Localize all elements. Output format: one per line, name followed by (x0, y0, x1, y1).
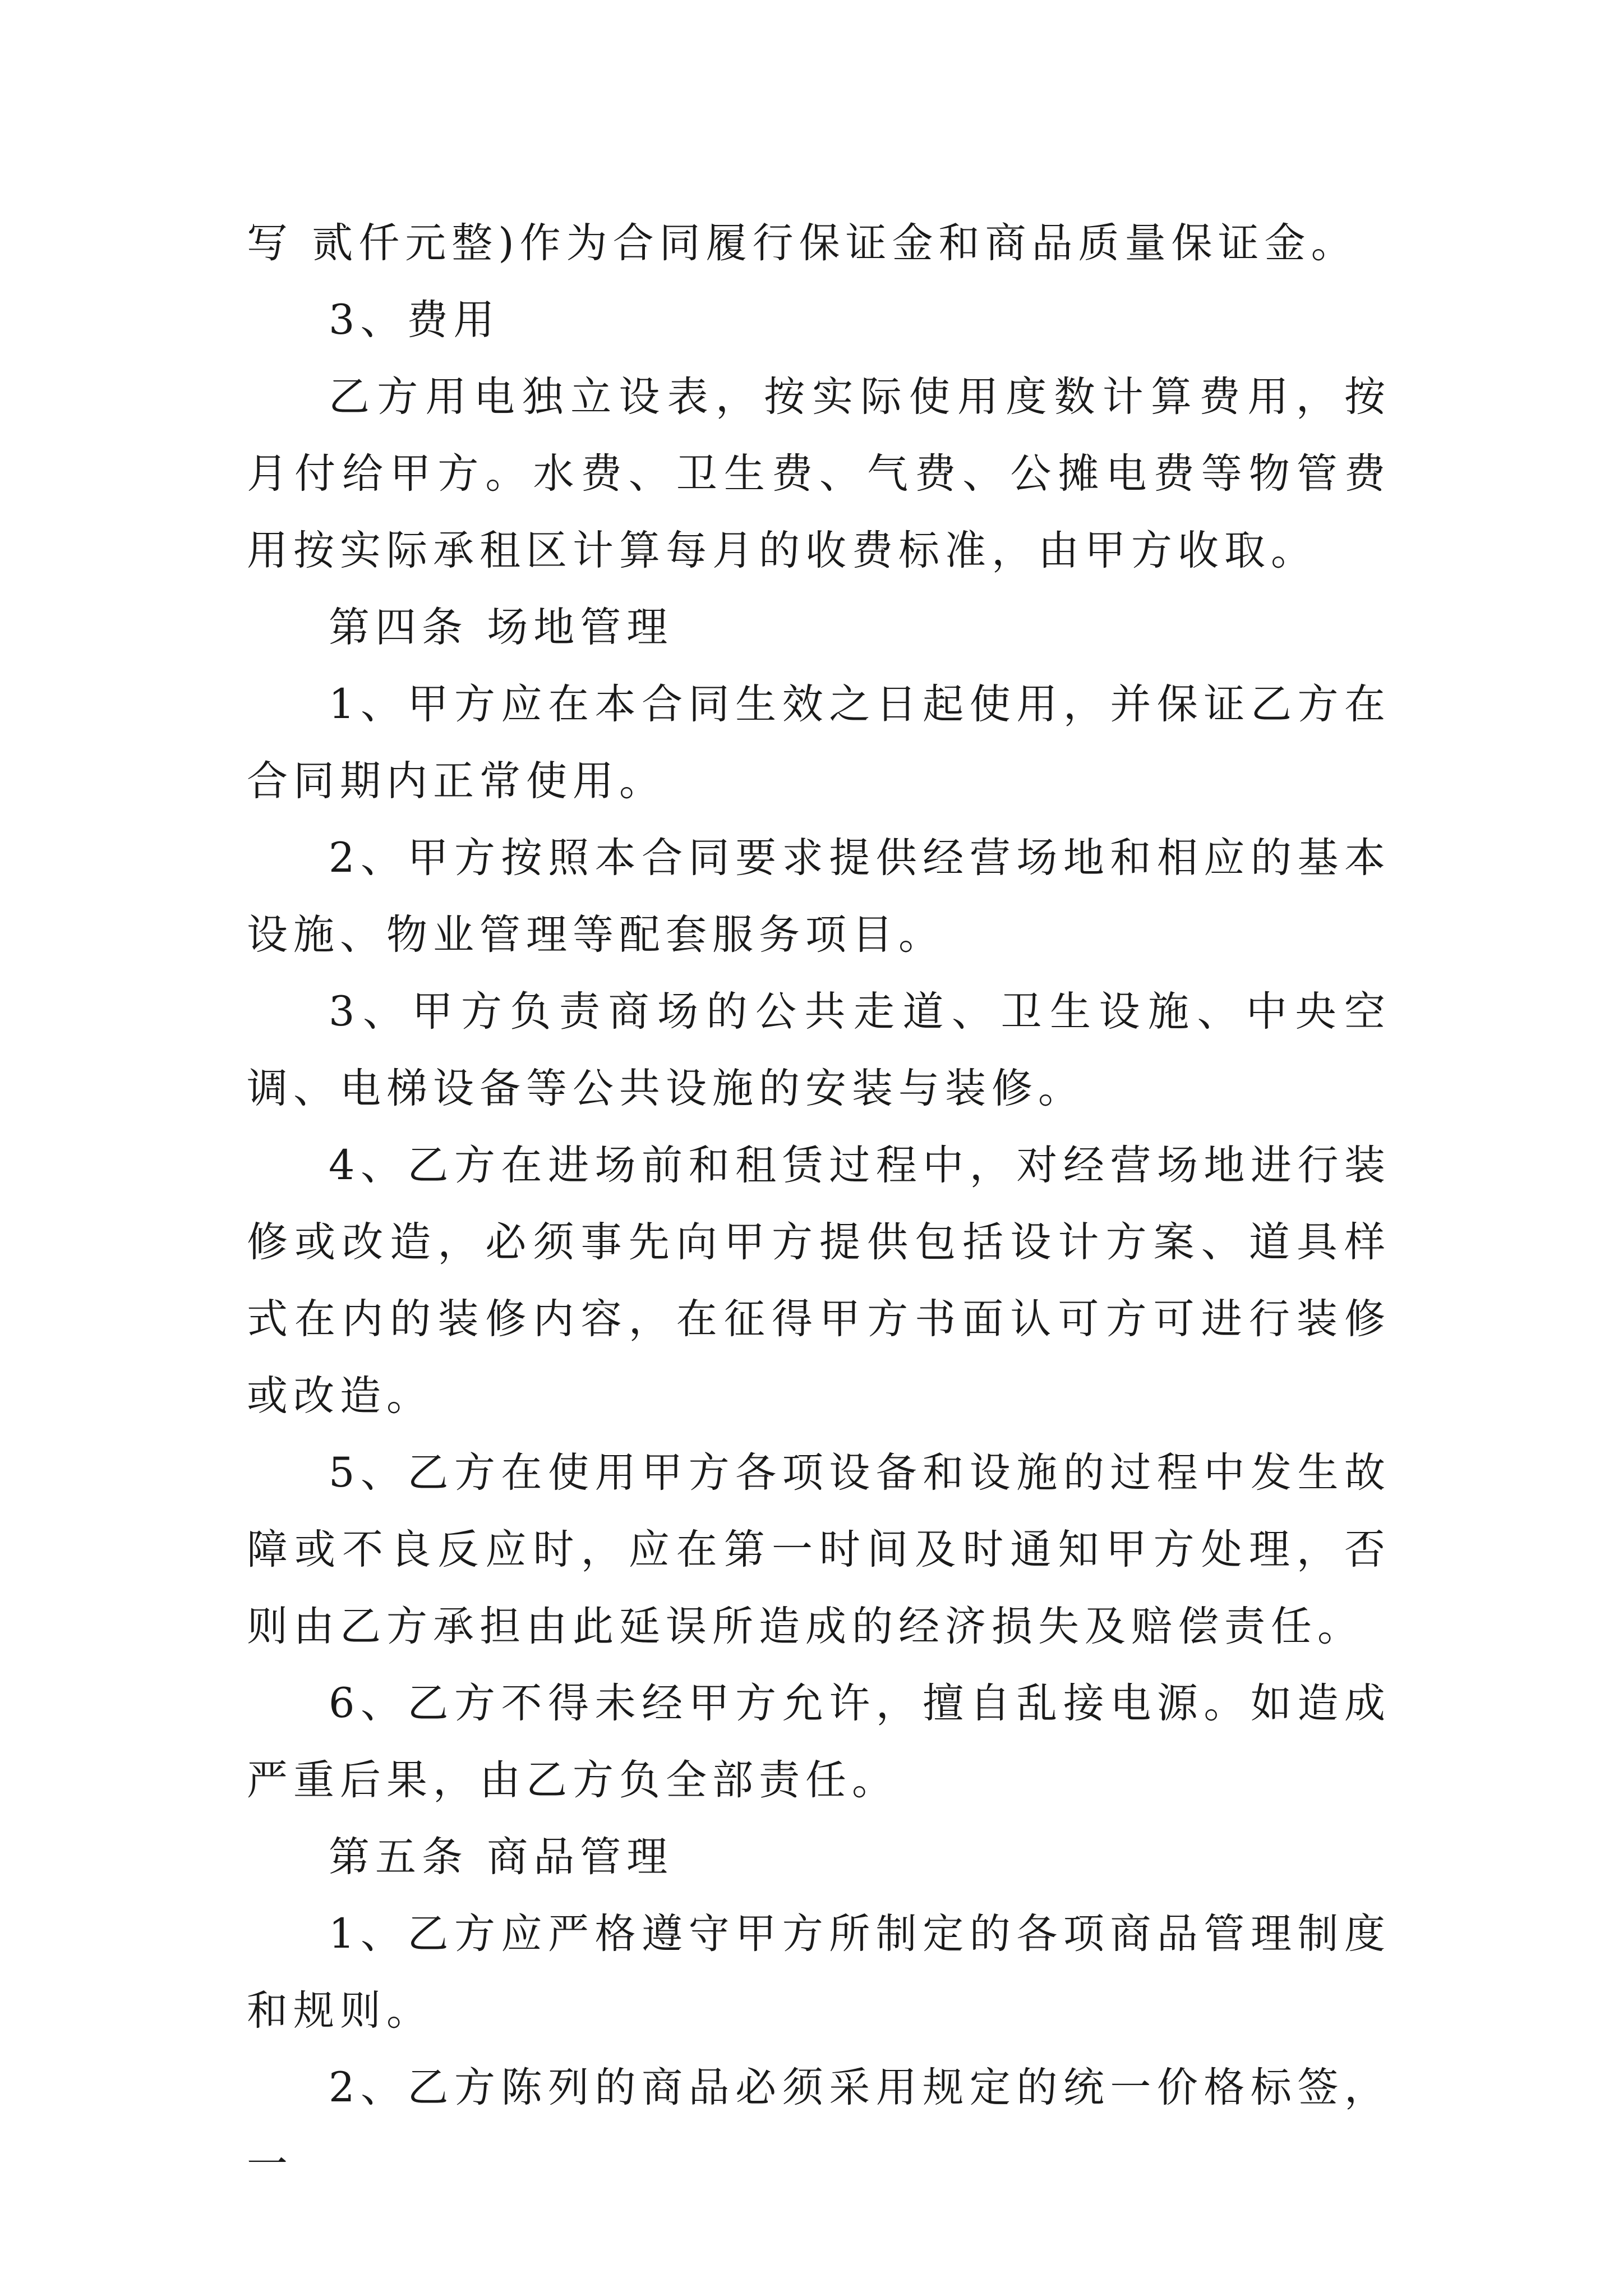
document-body (247, 205, 1391, 2203)
paragraph-continuation: 写 贰仟元整)作为合同履行保证金和商品质量保证金。 (247, 219, 1358, 267)
paragraph-fees-heading: 3、费用 (329, 296, 500, 344)
article-4-item-5: 5、乙方在使用甲方各项设备和设施的过程中发生故障或不良反应时，应在第一时间及时通知甲方处理，否则由乙方承担由此延误所造成的经济损失及赔偿责任。 (247, 1449, 1391, 1650)
article-4-heading: 第四条 场地管理 (329, 604, 674, 651)
paragraph-fees: 乙方用电独立设表，按实际使用度数计算费用，按月付给甲方。水费、卫生费、气费、公摊电费等物管费用按实际承租区计算每月的收费标准，由甲方收取。 (247, 373, 1391, 574)
article-4-item-1: 1、甲方应在本合同生效之日起使用，并保证乙方在合同期内正常使用。 (247, 680, 1391, 805)
article-4-item-6: 6、乙方不得未经甲方允许，擅自乱接电源。如造成严重后果，由乙方负全部责任。 (247, 1680, 1391, 1804)
article-4-item-3: 3、甲方负责商场的公共走道、卫生设施、中央空调、电梯设备等公共设施的安装与装修。 (247, 988, 1391, 1112)
article-5-item-1: 1、乙方应严格遵守甲方所制定的各项商品管理制度和规则。 (247, 1910, 1391, 2035)
article-4-item-2: 2、甲方按照本合同要求提供经营场地和相应的基本设施、物业管理等配套服务项目。 (247, 834, 1391, 959)
article-5-item-2: 2、乙方陈列的商品必须采用规定的统一价格标签，一 (247, 2064, 1391, 2188)
article-4-item-4: 4、乙方在进场前和租赁过程中，对经营场地进行装修或改造，必须事先向甲方提供包括设计方案、道具样式在内的装修内容，在征得甲方书面认可方可进行装修或改造。 (247, 1142, 1391, 1420)
article-5-heading: 第五条 商品管理 (329, 1833, 674, 1881)
